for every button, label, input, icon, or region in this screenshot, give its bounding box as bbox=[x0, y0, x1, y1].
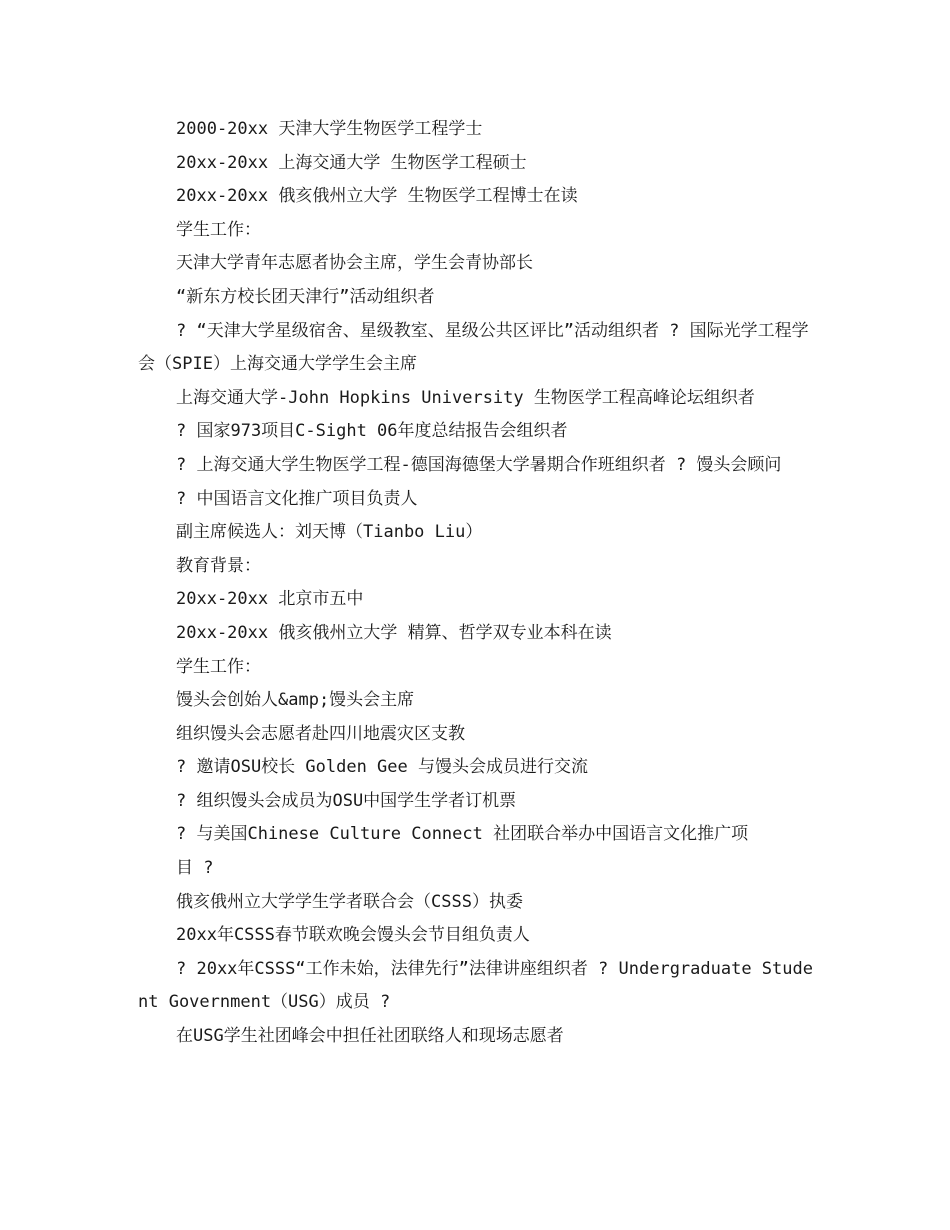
work-line: 馒头会创始人&amp;馒头会主席 bbox=[176, 690, 415, 711]
work-line: 20xx年CSSS春节联欢晚会馒头会节目组负责人 bbox=[176, 925, 530, 946]
work-line: 组织馒头会志愿者赴四川地震灾区支教 bbox=[176, 723, 465, 744]
work-line: 在USG学生社团峰会中担任社团联络人和现场志愿者 bbox=[176, 1026, 564, 1047]
work-line: 俄亥俄州立大学学生学者联合会（CSSS）执委 bbox=[176, 891, 523, 912]
work-line: ? 国家973项目C-Sight 06年度总结报告会组织者 bbox=[176, 421, 568, 442]
section-heading-student-work: 学生工作： bbox=[176, 656, 261, 677]
work-line: ? 上海交通大学生物医学工程-德国海德堡大学暑期合作班组织者 ? 馒头会顾问 bbox=[176, 454, 782, 475]
document-body bbox=[138, 113, 818, 1054]
edu-line-beijing: 20xx-20xx 北京市五中 bbox=[176, 589, 364, 610]
candidate-heading: 副主席候选人：刘天博（Tianbo Liu） bbox=[176, 522, 483, 543]
edu-line-tju: 2000-20xx 天津大学生物医学工程学士 bbox=[176, 119, 483, 139]
section-heading-education: 教育背景： bbox=[176, 555, 261, 576]
work-line: ? “天津大学星级宿舍、星级教室、星级公共区评比”活动组织者 ? 国际光学工程学会（SPIE）上海交通大学学生会主席 bbox=[138, 320, 809, 375]
work-line: ? 20xx年CSSS“工作未始，法律先行”法律讲座组织者 ? Undergraduate Student Government（USG）成员 ? bbox=[138, 958, 813, 1013]
work-line: 天津大学青年志愿者协会主席，学生会青协部长 bbox=[176, 253, 533, 274]
work-line: ? 组织馒头会成员为OSU中国学生学者订机票 bbox=[176, 790, 517, 811]
edu-line-sjtu: 20xx-20xx 上海交通大学 生物医学工程硕士 bbox=[176, 152, 527, 173]
work-line: 上海交通大学-John Hopkins University 生物医学工程高峰论坛组织者 bbox=[176, 387, 755, 408]
work-line: “新东方校长团天津行”活动组织者 bbox=[176, 286, 435, 307]
work-line: ? 与美国Chinese Culture Connect 社团联合举办中国语言文化推广项 bbox=[176, 824, 749, 845]
edu-line-osu-undergrad: 20xx-20xx 俄亥俄州立大学 精算、哲学双专业本科在读 bbox=[176, 622, 612, 643]
edu-line-osu: 20xx-20xx 俄亥俄州立大学 生物医学工程博士在读 bbox=[176, 186, 578, 207]
section-heading-student-work: 学生工作： bbox=[176, 219, 261, 240]
work-line: ? 邀请OSU校长 Golden Gee 与馒头会成员进行交流 bbox=[176, 757, 588, 778]
work-line: 目 ? bbox=[176, 858, 214, 879]
work-line: ? 中国语言文化推广项目负责人 bbox=[176, 488, 418, 509]
